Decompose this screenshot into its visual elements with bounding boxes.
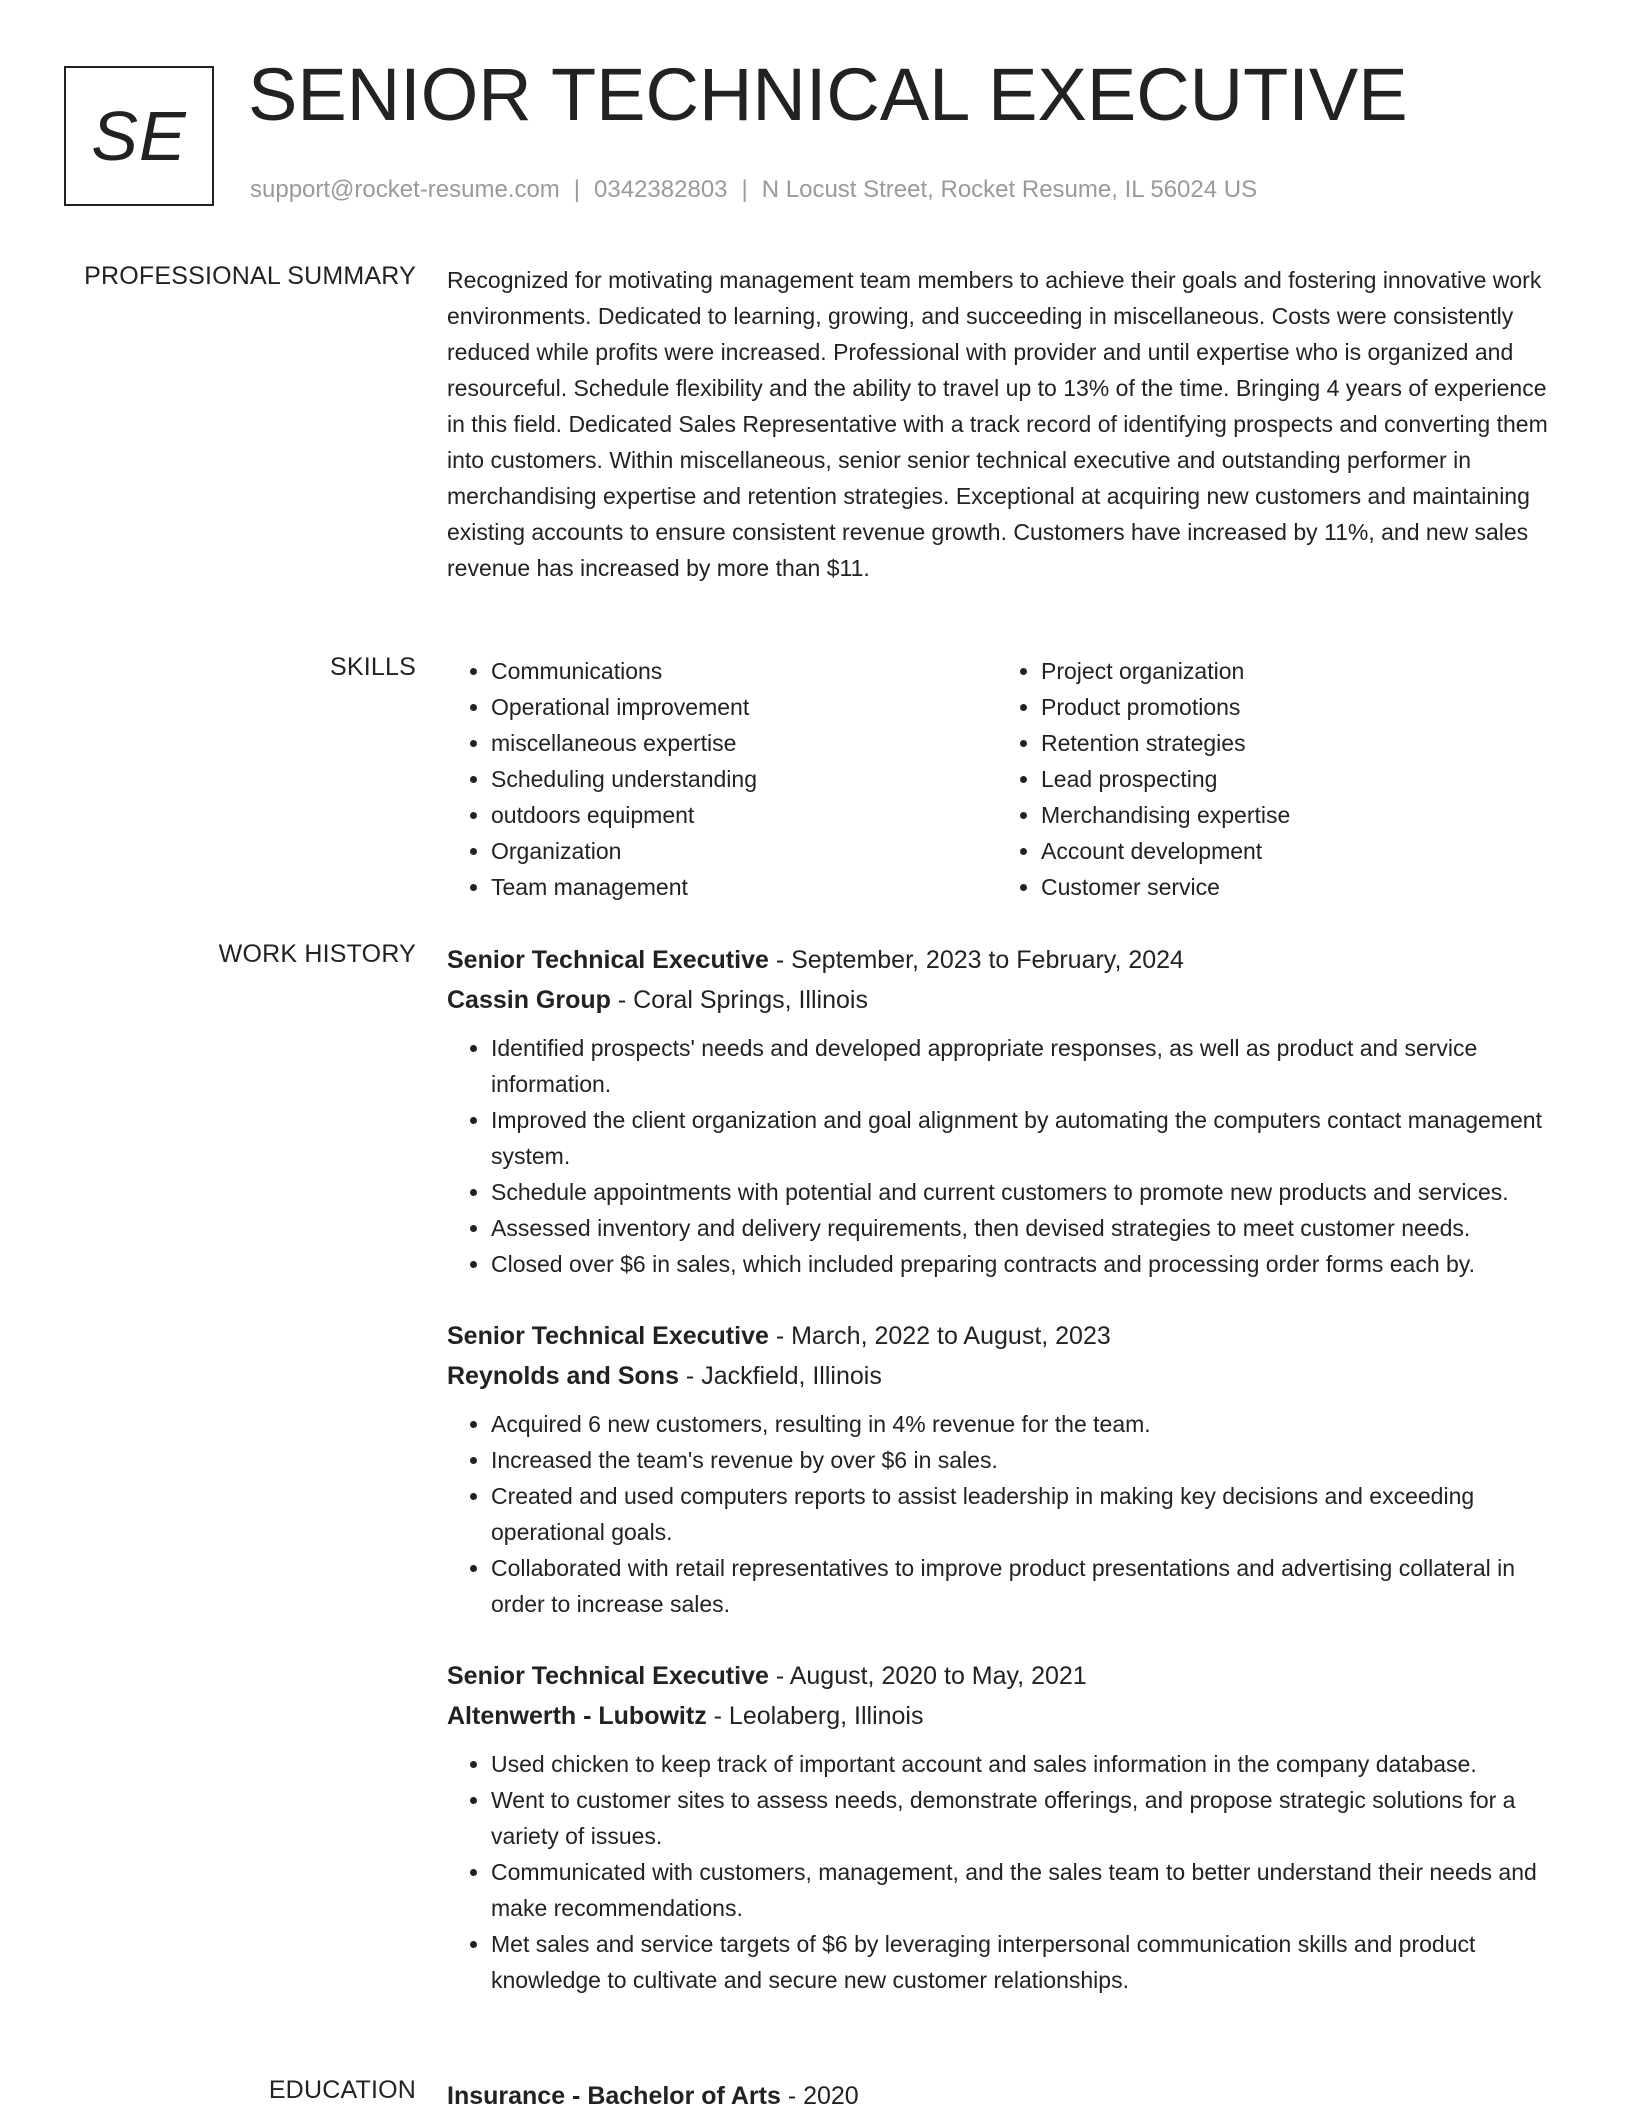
job-bullet: • Created and used computers reports to assist leadership in making key decisions and exceeding operational goals. <box>491 1478 1565 1550</box>
work-history-heading: WORK HISTORY <box>218 940 416 968</box>
job-dates: - September, 2023 to February, 2024 <box>768 946 1184 974</box>
job-entry <box>447 1656 1565 1998</box>
job-location: - Leolaberg, Illinois <box>706 1702 924 1730</box>
skills-column-right <box>997 653 1547 905</box>
job-dates: - March, 2022 to August, 2023 <box>768 1322 1111 1350</box>
job-bullet: • Communicated with customers, management, and the sales team to better understand their needs and make recommendations. <box>491 1854 1565 1926</box>
job-entry <box>447 940 1565 1282</box>
job-title-line <box>447 1656 1565 1696</box>
job-bullet: • Closed over $6 in sales, which included preparing contracts and processing order forms each by. <box>491 1246 1565 1282</box>
work-history-body <box>447 940 1565 2032</box>
summary-heading: PROFESSIONAL SUMMARY <box>84 262 416 290</box>
skills-column-left <box>447 653 997 905</box>
job-bullet: • Acquired 6 new customers, resulting in 4% revenue for the team. <box>491 1406 1565 1442</box>
resume-title: SENIOR TECHNICAL EXECUTIVE <box>248 53 1408 136</box>
job-bullet: • Met sales and service targets of $6 by leveraging interpersonal communication skills and product knowledge to cultivate and secure new customer relationships. <box>491 1926 1565 1998</box>
job-location: - Jackfield, Illinois <box>678 1362 882 1390</box>
job-location: - Coral Springs, Illinois <box>610 986 868 1014</box>
skill-item: • Organization <box>491 833 997 869</box>
skill-item: • Scheduling understanding <box>491 761 997 797</box>
skill-item: • Retention strategies <box>1041 725 1547 761</box>
skill-item: • outdoors equipment <box>491 797 997 833</box>
contact-email: support@rocket-resume.com <box>250 176 560 203</box>
skill-item: • Communications <box>491 653 997 689</box>
job-title: Senior Technical Executive <box>447 946 769 974</box>
summary-body <box>447 262 1565 586</box>
contact-separator: | <box>741 176 748 203</box>
skill-item: • miscellaneous expertise <box>491 725 997 761</box>
job-bullet: • Collaborated with retail representatives to improve product presentations and advertising collateral in order to increase sales. <box>491 1550 1565 1622</box>
job-bullets <box>447 1406 1565 1622</box>
skill-item: • Account development <box>1041 833 1547 869</box>
job-company: Cassin Group <box>447 986 611 1014</box>
job-title-line <box>447 1316 1565 1356</box>
job-bullet: • Improved the client organization and goal alignment by automating the computers contact management system. <box>491 1102 1565 1174</box>
monogram-box: SE <box>64 66 214 206</box>
contact-line <box>250 176 1257 204</box>
education-degree: Insurance - Bachelor of Arts <box>447 2082 781 2110</box>
skill-item: • Merchandising expertise <box>1041 797 1547 833</box>
skill-item: • Operational improvement <box>491 689 997 725</box>
job-bullets <box>447 1030 1565 1282</box>
skills-heading: SKILLS <box>330 653 416 681</box>
job-bullet: • Assessed inventory and delivery requirements, then devised strategies to meet customer needs. <box>491 1210 1565 1246</box>
job-company-line <box>447 1696 1565 1736</box>
skill-item: • Project organization <box>1041 653 1547 689</box>
education-entry <box>447 2076 1565 2116</box>
job-bullet: • Identified prospects' needs and developed appropriate responses, as well as product and service information. <box>491 1030 1565 1102</box>
job-title: Senior Technical Executive <box>447 1322 769 1350</box>
job-dates: - August, 2020 to May, 2021 <box>768 1662 1087 1690</box>
education-body <box>447 2076 1565 2116</box>
job-bullet: • Used chicken to keep track of important account and sales information in the company database. <box>491 1746 1565 1782</box>
skills-list-left <box>447 653 997 905</box>
contact-address: N Locust Street, Rocket Resume, IL 56024 US <box>761 176 1258 203</box>
job-bullet: • Went to customer sites to assess needs, demonstrate offerings, and propose strategic solutions for a variety of issues. <box>491 1782 1565 1854</box>
job-bullet: • Increased the team's revenue by over $6 in sales. <box>491 1442 1565 1478</box>
job-entry <box>447 1316 1565 1622</box>
job-title-line <box>447 940 1565 980</box>
skill-item: • Lead prospecting <box>1041 761 1547 797</box>
education-heading: EDUCATION <box>268 2076 416 2104</box>
summary-text: Recognized for motivating management team members to achieve their goals and fostering innovative work environments. Dedicated to learning, growing, and succeeding in miscellaneous. Costs were consistently reduced while profits were increased. Professional with provider and until expertise who is organized and resourceful. Schedule flexibility and the ability to travel up to 13% of the time. Bringing 4 years of experience in this field. Dedicated Sales Representative with a track record of identifying prospects and converting them into customers. Within miscellaneous, senior senior technical executive and outstanding performer in merchandising expertise and retention strategies. Exceptional at acquiring new customers and maintaining existing accounts to ensure consistent revenue growth. Customers have increased by 11%, and new sales revenue has increased by more than $11. <box>447 267 1548 581</box>
job-company: Altenwerth - Lubowitz <box>447 1702 707 1730</box>
job-company: Reynolds and Sons <box>447 1362 679 1390</box>
skills-list-right <box>997 653 1547 905</box>
skill-item: • Team management <box>491 869 997 905</box>
job-title: Senior Technical Executive <box>447 1662 769 1690</box>
skill-item: • Product promotions <box>1041 689 1547 725</box>
job-bullet: • Schedule appointments with potential and current customers to promote new products and services. <box>491 1174 1565 1210</box>
job-company-line <box>447 1356 1565 1396</box>
skills-body <box>447 653 1565 905</box>
job-bullets <box>447 1746 1565 1998</box>
job-company-line <box>447 980 1565 1020</box>
education-year: - 2020 <box>780 2082 859 2110</box>
contact-phone: 0342382803 <box>594 176 728 203</box>
skill-item: • Customer service <box>1041 869 1547 905</box>
contact-separator: | <box>573 176 581 203</box>
